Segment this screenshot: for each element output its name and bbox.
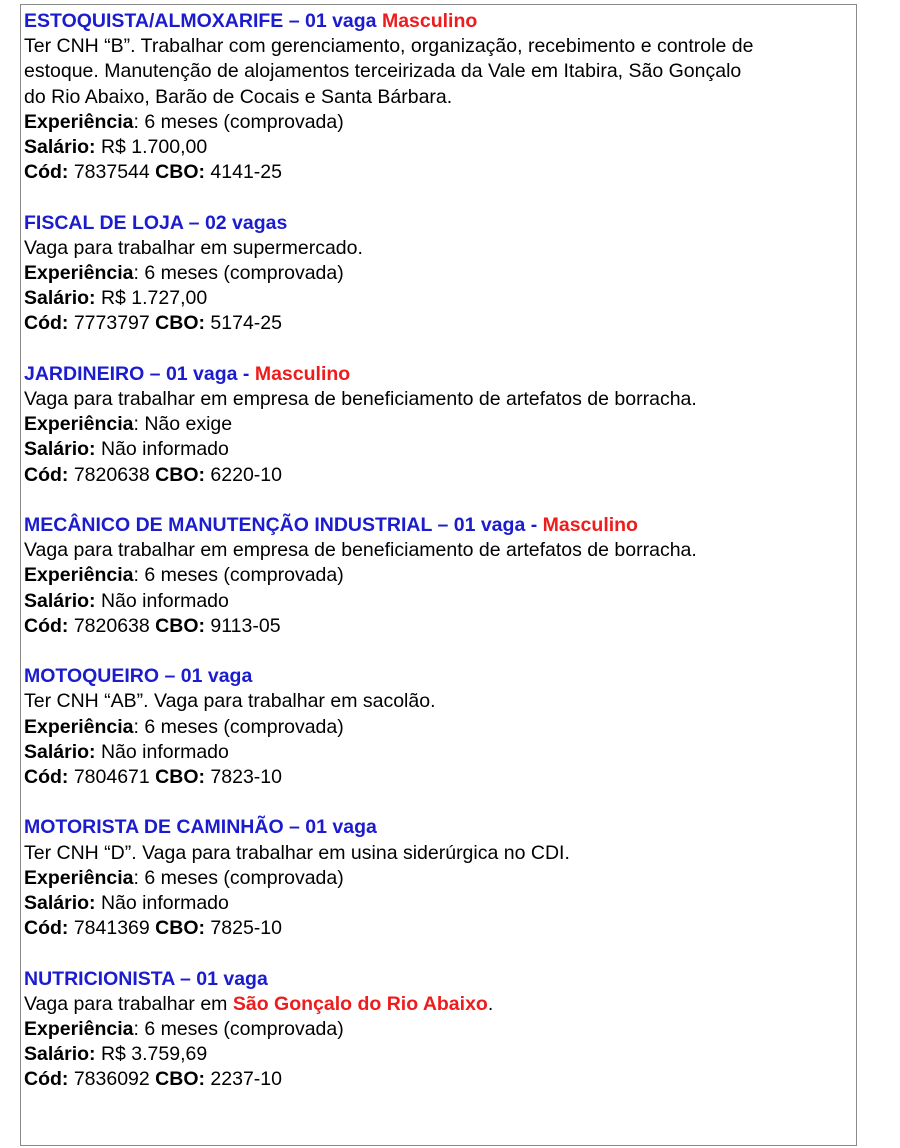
code-line (24, 1067, 854, 1092)
cbo-label: CBO: (155, 766, 205, 789)
job-title-line (24, 9, 854, 34)
gender-requirement: Masculino (381, 10, 478, 32)
cbo-value: 6220-10 (205, 463, 282, 486)
salary-value: R$ 1.700,00 (95, 136, 208, 159)
salary-label: Salário: (24, 287, 96, 310)
job-description: Vaga para trabalhar em supermercado. (24, 236, 363, 259)
job-listing (24, 362, 854, 488)
cbo-value: 7825-10 (205, 917, 282, 940)
salary-label: Salário: (24, 438, 96, 461)
job-title-line (24, 211, 854, 236)
code-line (24, 463, 854, 488)
job-listing (24, 513, 854, 639)
job-description: Ter CNH “D”. Vaga para trabalhar em usina siderúrgica no CDI. (24, 841, 570, 864)
job-title-line (24, 967, 854, 992)
salary-value: Não informado (95, 740, 229, 763)
code-label: Cód: (24, 1068, 69, 1091)
job-title: MOTOQUEIRO – 01 vaga (24, 665, 253, 688)
experience-value: : 6 meses (comprovada) (133, 564, 344, 587)
job-title: JARDINEIRO – 01 vaga - (24, 362, 250, 385)
salary-line (24, 135, 854, 160)
cbo-label: CBO: (155, 161, 205, 184)
code-value: 7773797 (68, 312, 150, 335)
salary-value: R$ 1.727,00 (95, 287, 208, 310)
gender-requirement: Masculino (542, 514, 638, 537)
job-title: MECÂNICO DE MANUTENÇÃO INDUSTRIAL – 01 vaga - (24, 514, 538, 537)
cbo-label: CBO: (155, 917, 205, 940)
salary-label: Salário: (24, 136, 96, 159)
code-value: 7804671 (68, 766, 150, 789)
job-title: NUTRICIONISTA – 01 vaga (24, 967, 268, 990)
experience-label: Experiência (24, 413, 134, 436)
experience-value: : 6 meses (comprovada) (133, 1018, 344, 1041)
cbo-value: 5174-25 (205, 312, 282, 335)
salary-line (24, 740, 854, 765)
salary-label: Salário: (24, 740, 96, 763)
experience-value: : 6 meses (comprovada) (133, 715, 344, 738)
experience-line (24, 412, 854, 437)
code-value: 7820638 (68, 463, 150, 486)
experience-line (24, 563, 854, 588)
job-description-line: estoque. Manutenção de alojamentos terceirizada da Vale em Itabira, São Gonçalo (24, 60, 742, 83)
experience-value: : 6 meses (comprovada) (133, 262, 344, 285)
code-label: Cód: (24, 312, 69, 335)
salary-line (24, 437, 854, 462)
experience-value: : 6 meses (comprovada) (133, 110, 344, 133)
salary-line (24, 589, 854, 614)
experience-line (24, 110, 854, 135)
code-value: 7837544 (68, 161, 150, 184)
code-label: Cód: (24, 463, 69, 486)
experience-label: Experiência (24, 262, 134, 285)
experience-line (24, 866, 854, 891)
job-title-line (24, 513, 854, 538)
code-value: 7836092 (68, 1068, 150, 1091)
description-suffix: . (487, 992, 494, 1015)
experience-label: Experiência (24, 564, 134, 587)
code-label: Cód: (24, 917, 69, 940)
experience-value: : Não exige (133, 413, 233, 436)
cbo-label: CBO: (155, 312, 205, 335)
salary-label: Salário: (24, 589, 96, 612)
cbo-value: 2237-10 (205, 1068, 282, 1091)
job-listing (24, 967, 854, 1093)
experience-label: Experiência (24, 715, 134, 738)
experience-label: Experiência (24, 110, 134, 133)
job-description: Vaga para trabalhar em empresa de beneficiamento de artefatos de borracha. (24, 539, 697, 562)
job-listing (24, 9, 854, 185)
experience-line (24, 261, 854, 286)
code-line (24, 160, 854, 185)
job-listing (24, 815, 854, 941)
experience-line (24, 715, 854, 740)
salary-value: R$ 3.759,69 (95, 1043, 208, 1066)
cbo-label: CBO: (155, 614, 205, 637)
code-label: Cód: (24, 614, 69, 637)
salary-value: Não informado (95, 438, 229, 461)
code-label: Cód: (24, 161, 69, 184)
experience-label: Experiência (24, 866, 134, 889)
job-title: MOTORISTA DE CAMINHÃO – 01 vaga (24, 816, 377, 839)
salary-line (24, 286, 854, 311)
code-value: 7820638 (68, 614, 150, 637)
salary-value: Não informado (95, 589, 229, 612)
experience-label: Experiência (24, 1018, 134, 1041)
job-listing (24, 664, 854, 790)
code-line (24, 916, 854, 941)
job-description (24, 992, 854, 1017)
experience-line (24, 1017, 854, 1042)
experience-value: : 6 meses (comprovada) (133, 866, 344, 889)
code-line (24, 765, 854, 790)
code-line (24, 311, 854, 336)
salary-label: Salário: (24, 1043, 96, 1066)
salary-value: Não informado (95, 892, 229, 915)
gender-requirement: Masculino (254, 362, 351, 385)
salary-label: Salário: (24, 892, 96, 915)
salary-line (24, 1042, 854, 1067)
job-description-line: do Rio Abaixo, Barão de Cocais e Santa Bárbara. (24, 85, 453, 108)
job-title-line (24, 664, 854, 689)
job-title-line (24, 815, 854, 840)
job-location: São Gonçalo do Rio Abaixo (232, 992, 488, 1015)
job-listings (24, 9, 854, 1118)
job-title: FISCAL DE LOJA – 02 vagas (24, 211, 288, 234)
code-value: 7841369 (68, 917, 150, 940)
code-line (24, 614, 854, 639)
job-title-line (24, 362, 854, 387)
job-description-line: Ter CNH “B”. Trabalhar com gerenciamento, organização, recebimento e controle de (24, 35, 754, 58)
job-listing (24, 211, 854, 337)
code-label: Cód: (24, 766, 69, 789)
job-description: Vaga para trabalhar em empresa de beneficiamento de artefatos de borracha. (24, 388, 697, 411)
cbo-value: 7823-10 (205, 766, 282, 789)
description-prefix: Vaga para trabalhar em (24, 992, 228, 1015)
job-description: Ter CNH “AB”. Vaga para trabalhar em sacolão. (24, 690, 436, 713)
job-title: ESTOQUISTA/ALMOXARIFE – 01 vaga (24, 10, 377, 32)
salary-line (24, 891, 854, 916)
cbo-value: 4141-25 (205, 161, 282, 184)
cbo-label: CBO: (155, 463, 205, 486)
cbo-value: 9113-05 (205, 614, 281, 637)
cbo-label: CBO: (155, 1068, 205, 1091)
